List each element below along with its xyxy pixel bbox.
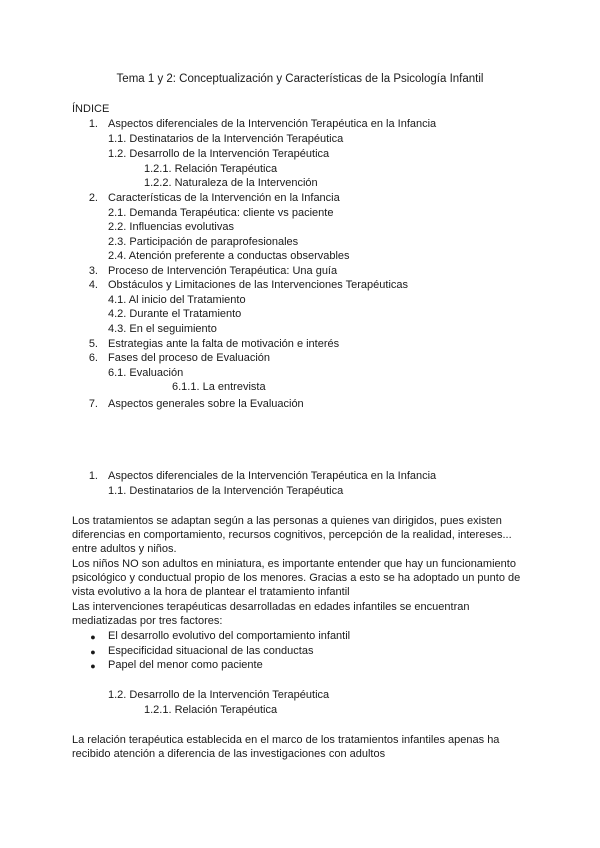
toc-item: Aspectos generales sobre la Evaluación [108, 398, 304, 410]
toc-item: Aspectos diferenciales de la Intervención Terapéutica en la Infancia [108, 118, 437, 130]
toc-number: 5. [88, 338, 98, 350]
section-heading: Aspectos diferenciales de la Intervención Terapéutica en la Infancia [108, 470, 437, 482]
toc-item: 1.2.2. Naturaleza de la Intervención [144, 177, 318, 189]
toc-number: 1. [88, 118, 98, 130]
toc-item: 2.1. Demanda Terapéutica: cliente vs paciente [108, 207, 334, 219]
list-item: Especificidad situacional de las conductas [108, 645, 314, 657]
document-title: Tema 1 y 2: Conceptualización y Características de la Psicología Infantil [116, 73, 484, 85]
toc-item: Fases del proceso de Evaluación [108, 352, 271, 364]
bullet-icon: ● [90, 661, 96, 671]
toc-item: 2.3. Participación de paraprofesionales [108, 236, 299, 248]
toc-item: Características de la Intervención en la Infancia [108, 192, 340, 204]
toc-item: 1.1. Destinatarios de la Intervención Terapéutica [108, 133, 344, 145]
toc-item: 1.2. Desarrollo de la Intervención Terapéutica [108, 148, 330, 160]
toc-item: Estrategias ante la falta de motivación e interés [108, 338, 340, 350]
toc-item: 2.2. Influencias evolutivas [108, 221, 234, 233]
section-subheading: 1.2.1. Relación Terapéutica [144, 704, 278, 716]
toc-number: 2. [88, 192, 98, 204]
toc-item: 4.2. Durante el Tratamiento [108, 308, 242, 320]
section-number: 1. [88, 470, 98, 482]
toc-item: 2.4. Atención preferente a conductas observables [108, 250, 350, 262]
bullet-icon: ● [90, 647, 96, 657]
section-subheading: 1.1. Destinatarios de la Intervención Terapéutica [108, 485, 344, 497]
toc-item: Obstáculos y Limitaciones de las Intervenciones Terapéuticas [108, 279, 409, 291]
toc-item: 1.2.1. Relación Terapéutica [144, 163, 278, 175]
paragraph: Los tratamientos se adaptan según a las personas a quienes van dirigidos, pues existen diferencias en comportamiento, recursos cognitivos, percepción de la realidad, intereses... entre adultos y niños. [72, 515, 512, 555]
index-heading: ÍNDICE [72, 103, 110, 115]
toc-number: 4. [88, 279, 98, 291]
list-item: El desarrollo evolutivo del comportamiento infantil [108, 630, 351, 642]
toc-item: 6.1.1. La entrevista [172, 381, 266, 393]
toc-item: 4.1. Al inicio del Tratamiento [108, 294, 246, 306]
bullet-icon: ● [90, 632, 96, 642]
section-subheading: 1.2. Desarrollo de la Intervención Terapéutica [108, 689, 330, 701]
toc-number: 7. [88, 398, 98, 410]
toc-number: 3. [88, 265, 98, 277]
paragraph: La relación terapéutica establecida en el marco de los tratamientos infantiles apenas ha recibido atención a diferencia de las investigaciones con adultos [72, 734, 500, 760]
toc-number: 6. [88, 352, 98, 364]
toc-item: Proceso de Intervención Terapéutica: Una guía [108, 265, 338, 277]
list-item: Papel del menor como paciente [108, 659, 263, 671]
paragraph: Las intervenciones terapéuticas desarrolladas en edades infantiles se encuentran mediatizadas por tres factores: [72, 601, 470, 627]
paragraph: Los niños NO son adultos en miniatura, es importante entender que hay un funcionamiento psicológico y conductual propio de los menores. Gracias a esto se ha adoptado un punto de vista evolutivo a la hora de plantear el tratamiento infantil [72, 558, 521, 598]
toc-item: 4.3. En el seguimiento [108, 323, 217, 335]
toc-item: 6.1. Evaluación [108, 367, 184, 379]
